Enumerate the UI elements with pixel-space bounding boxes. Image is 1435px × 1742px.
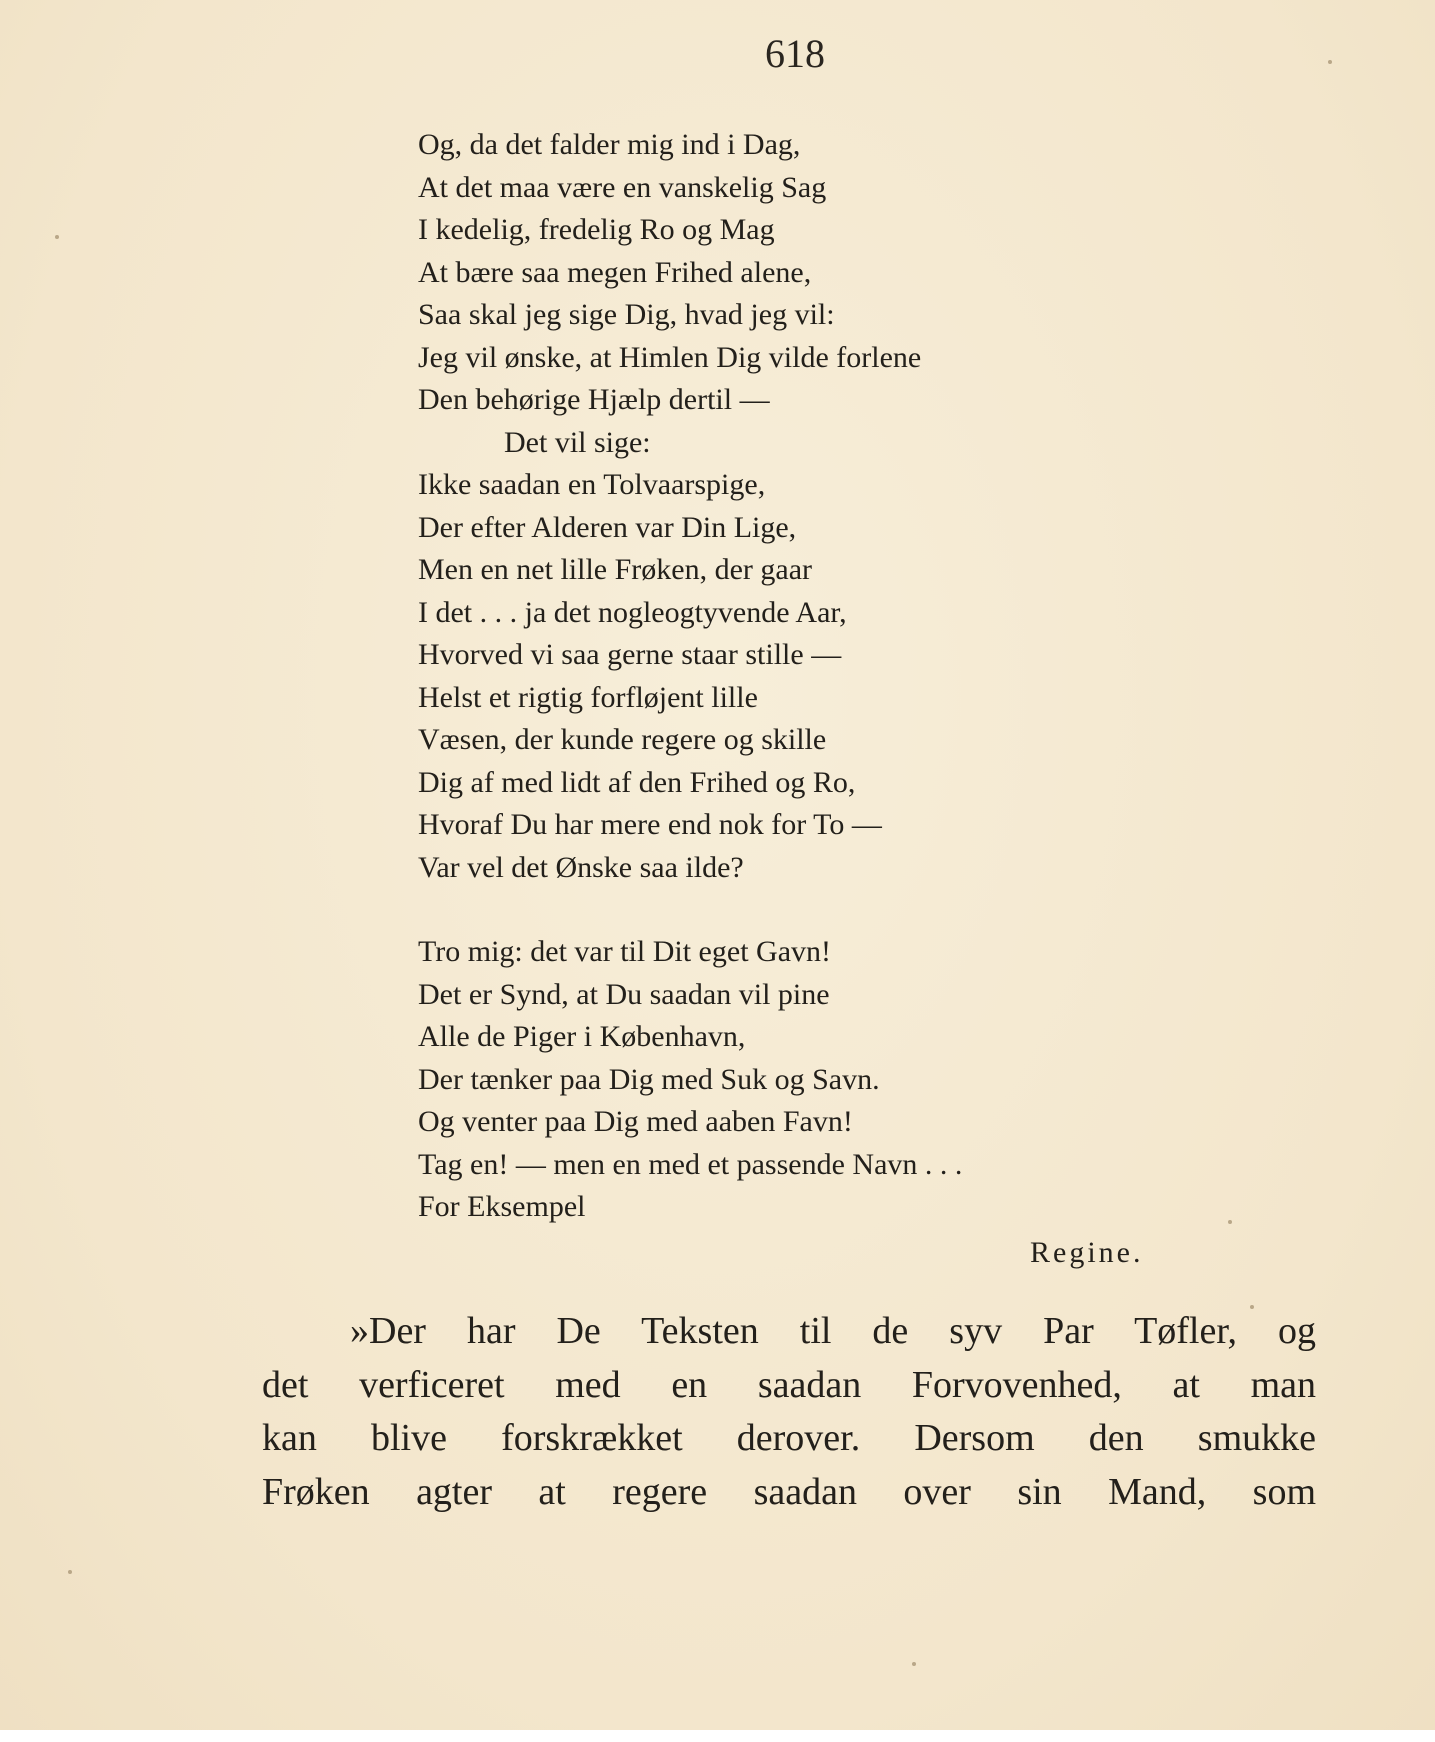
poem-signature: Regine.	[1030, 1236, 1144, 1269]
poem-line: Hvorved vi saa gerne staar stille —	[418, 638, 842, 671]
poem-line: Var vel det Ønske saa ilde?	[418, 850, 744, 884]
paper-speck	[912, 1662, 916, 1666]
stanza-break	[418, 889, 1178, 931]
poem-line: Saa skal jeg sige Dig, hvad jeg vil:	[418, 298, 835, 331]
paper-speck	[68, 1570, 72, 1574]
paper-speck	[1328, 60, 1332, 64]
poem-line: Dig af med lidt af den Frihed og Ro,	[418, 765, 856, 799]
poem-line: I kedelig, fredelig Ro og Mag	[418, 213, 775, 246]
poem-line: Den behørige Hjælp dertil —	[418, 383, 770, 416]
poem-line: Men en net lille Frøken, der gaar	[418, 553, 813, 586]
prose-line: det verficeret med en saadan Forvovenhed, at man	[262, 1363, 1316, 1406]
prose-line: Frøken agter at regere saadan over sin Mand, som	[262, 1470, 1316, 1513]
poem-line: For Eksempel	[418, 1190, 586, 1223]
paper-speck	[55, 235, 59, 239]
poem-line: Alle de Piger i København,	[418, 1020, 746, 1053]
poem-line: Og, da det falder mig ind i Dag,	[418, 128, 801, 161]
paper-speck	[1250, 1305, 1254, 1309]
poem-line: Det er Synd, at Du saadan vil pine	[418, 977, 830, 1011]
poem-line: Jeg vil ønske, at Himlen Dig vilde forlene	[418, 340, 922, 374]
poem-line: Det vil sige:	[504, 425, 651, 459]
poem-line: Tro mig: det var til Dit eget Gavn!	[418, 935, 831, 968]
poem-line: At bære saa megen Frihed alene,	[418, 255, 812, 289]
paper-speck	[1228, 1220, 1232, 1224]
prose-paragraph	[262, 1305, 1316, 1519]
prose-line: kan blive forskrækket derover. Dersom den smukke	[262, 1417, 1316, 1459]
poem-line: I det . . . ja det nogleogtyvende Aar,	[418, 595, 847, 629]
prose-line: »Der har De Teksten til de syv Par Tøfler, og	[350, 1310, 1316, 1352]
poem-line: Hvoraf Du har mere end nok for To —	[418, 808, 882, 841]
poem-line: Tag en! — men en med et passende Navn . . .	[418, 1147, 963, 1181]
poem	[418, 124, 1178, 1229]
poem-line: Og venter paa Dig med aaben Favn!	[418, 1105, 853, 1138]
poem-line: Der tænker paa Dig med Suk og Savn.	[418, 1062, 880, 1096]
poem-line: Væsen, der kunde regere og skille	[418, 723, 827, 756]
poem-line: Ikke saadan en Tolvaarspige,	[418, 468, 766, 501]
poem-line: At det maa være en vanskelig Sag	[418, 170, 827, 204]
poem-line: Der efter Alderen var Din Lige,	[418, 510, 797, 544]
poem-line: Helst et rigtig forfløjent lille	[418, 680, 758, 714]
page-number: 618	[765, 31, 825, 76]
